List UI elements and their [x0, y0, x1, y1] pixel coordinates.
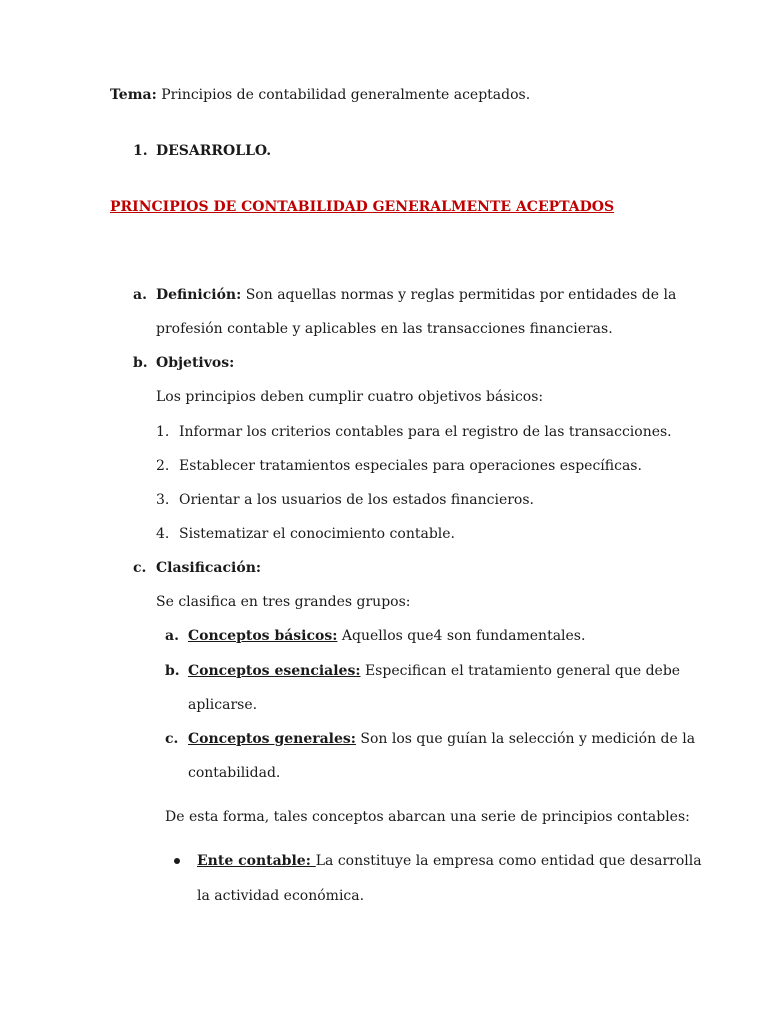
concept-label: Conceptos esenciales:: [188, 663, 361, 679]
objective-item: Orientar a los usuarios de los estados financieros.: [179, 492, 534, 508]
concept-text-continuation: contabilidad.: [188, 765, 281, 781]
definition-marker: a.: [133, 287, 147, 303]
classification-intro: Se clasifica en tres grandes grupos:: [156, 594, 411, 610]
classification-marker: c.: [133, 560, 147, 576]
principles-heading: PRINCIPIOS DE CONTABILIDAD GENERALMENTE ACEPTADOS: [110, 199, 615, 215]
tema-text: Principios de contabilidad generalmente aceptados.: [161, 87, 531, 103]
objectives-intro: Los principios deben cumplir cuatro objetivos básicos:: [156, 389, 544, 405]
bullet-label: Ente contable:: [197, 853, 316, 869]
concept-label: Conceptos generales:: [188, 731, 356, 747]
bullet-text: La constituye la empresa como entidad que desarrolla: [315, 853, 702, 869]
objective-item: Informar los criterios contables para el registro de las transacciones.: [179, 424, 672, 440]
objective-marker: 2.: [156, 458, 170, 474]
objectives-marker: b.: [133, 355, 148, 371]
definition-line-1: [156, 286, 676, 304]
definition-text: Son aquellas normas y reglas permitidas por entidades de la: [245, 287, 677, 303]
bullet-icon: [174, 858, 180, 864]
concept-text-continuation: aplicarse.: [188, 697, 258, 713]
tema-label: Tema:: [110, 87, 157, 103]
concept-marker: c.: [165, 731, 179, 747]
objective-marker: 1.: [156, 424, 170, 440]
objective-item: Establecer tratamientos especiales para operaciones específicas.: [179, 458, 642, 474]
concept-text: Son los que guían la selección y medición de la: [355, 731, 696, 747]
section-number: 1.: [133, 143, 148, 159]
objective-marker: 3.: [156, 492, 170, 508]
section-title: DESARROLLO.: [156, 143, 272, 159]
closing-sentence: De esta forma, tales conceptos abarcan una serie de principios contables:: [165, 809, 690, 825]
classification-label: Clasificación:: [156, 560, 262, 576]
definition-label: Definición:: [156, 287, 242, 303]
objective-item: Sistematizar el conocimiento contable.: [179, 526, 455, 542]
bullet-text-continuation: la actividad económica.: [197, 888, 365, 904]
concept-label: Conceptos básicos:: [188, 628, 338, 644]
concept-text: Aquellos que4 son fundamentales.: [337, 628, 586, 644]
definition-line-2: profesión contable y aplicables en las transacciones financieras.: [156, 321, 613, 337]
concept-basic: [188, 627, 585, 645]
tema-line: [110, 86, 530, 104]
concept-essential: [188, 662, 680, 680]
objective-marker: 4.: [156, 526, 170, 542]
concept-general: [188, 730, 695, 748]
bullet-item-ente-contable: [197, 852, 702, 870]
concept-text: Especifican el tratamiento general que debe: [360, 663, 681, 679]
concept-marker: b.: [165, 663, 180, 679]
objectives-label: Objetivos:: [156, 355, 235, 371]
concept-marker: a.: [165, 628, 179, 644]
